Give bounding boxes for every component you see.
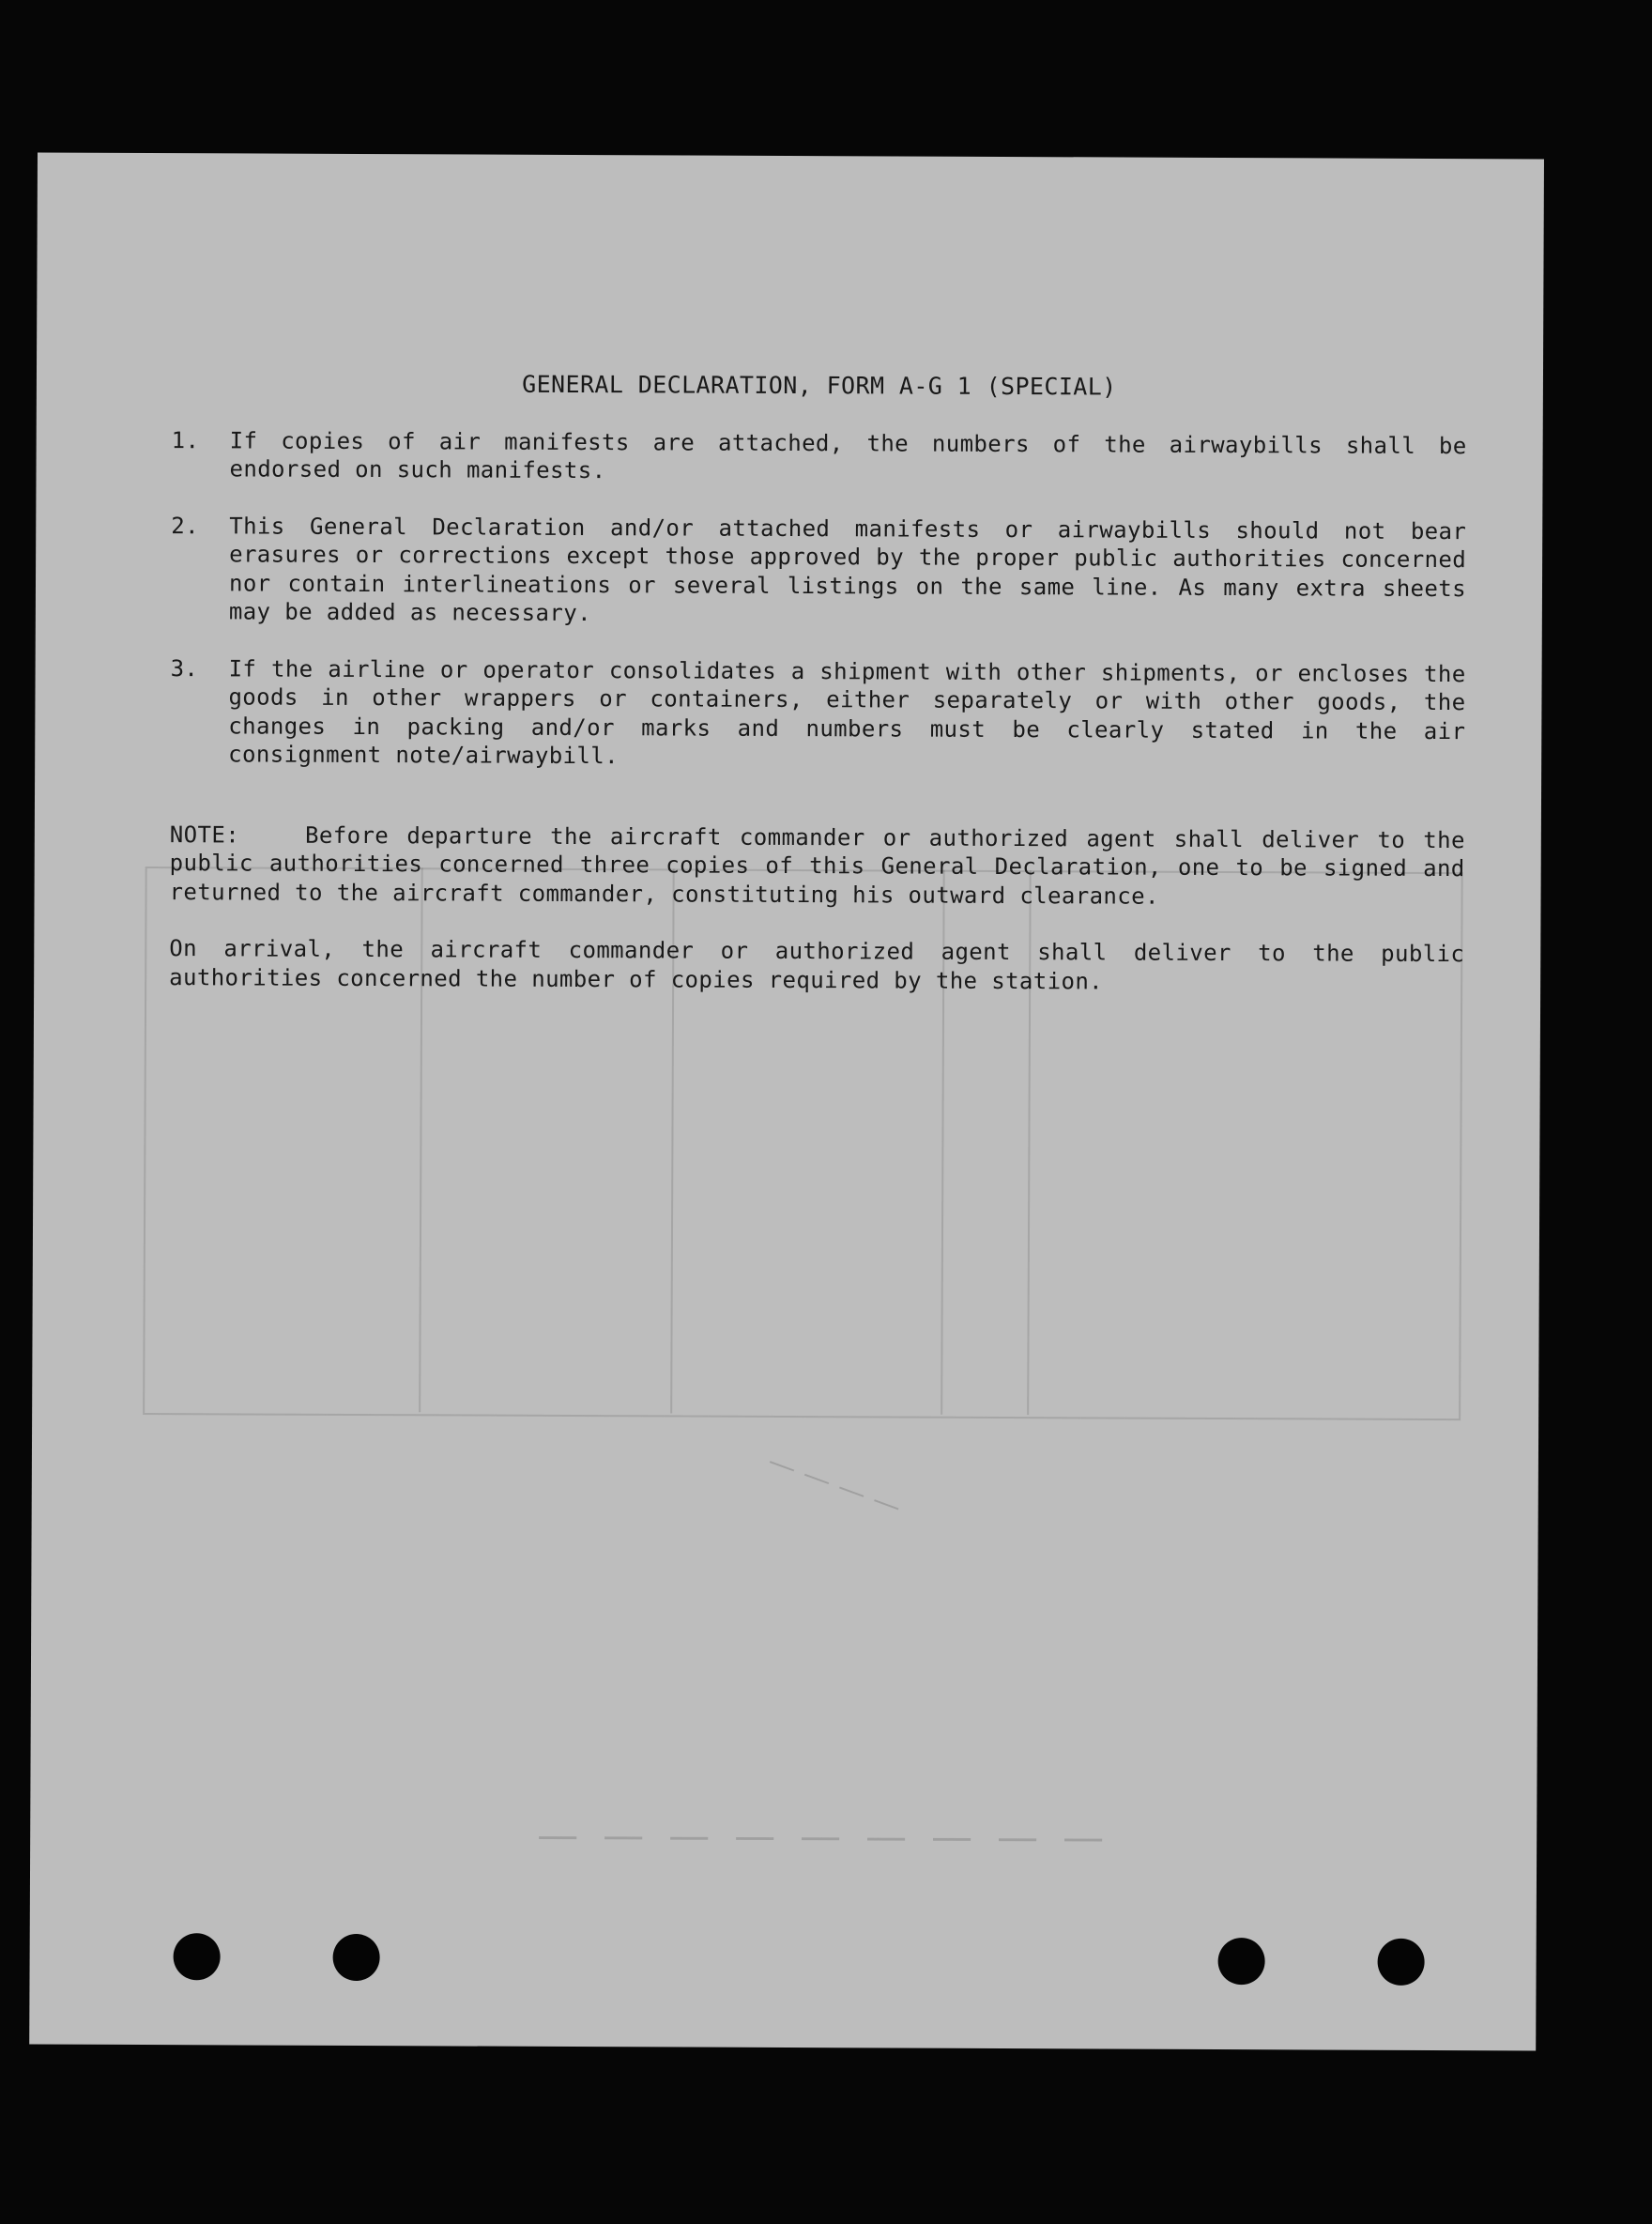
item-text: This General Declaration and/or attached manifests or airwaybills should not bear erasures or corrections except those approved by the proper public authorities concerned nor contain interlineations or several listings on the same line. As many extra sheets may be added as necessary. bbox=[228, 512, 1467, 627]
document-title: GENERAL DECLARATION, FORM A-G 1 (SPECIAL) bbox=[522, 370, 1117, 401]
paper-sheet bbox=[29, 152, 1544, 2050]
punch-hole bbox=[1218, 1938, 1265, 1985]
item-text: If copies of air manifests are attached, the numbers of the airwaybills shall be endorsed on such manifests. bbox=[229, 426, 1467, 484]
punch-hole bbox=[174, 1933, 221, 1980]
list-item bbox=[170, 654, 1466, 775]
show-through-heading: — — — — — — — — — bbox=[537, 1816, 1110, 1867]
list-item bbox=[171, 512, 1467, 632]
item-text: If the airline or operator consolidates a shipment with other shipments, or encloses the goods in other wrappers or containers, either separately or with other goods, the changes in packing and/or marks and numbers must be clearly stated in the air consignment note/airwaybill. bbox=[228, 654, 1466, 770]
item-number: 3. bbox=[170, 654, 199, 682]
arrival-paragraph: On arrival, the aircraft commander or authorized agent shall deliver to the public authorities concerned the number of copies required by the station. bbox=[169, 935, 1465, 994]
note-label: NOTE: bbox=[169, 821, 240, 848]
list-item bbox=[171, 426, 1466, 489]
item-number: 1. bbox=[171, 426, 200, 453]
punch-hole bbox=[1378, 1939, 1425, 1986]
document-body bbox=[169, 369, 1467, 997]
punch-hole bbox=[333, 1934, 380, 1981]
note-text: Before departure the aircraft commander or authorized agent shall deliver to the public authorities concerned three copies of this General Declaration, one to be signed and returned to the aircraft commander, constituting his outward clearance. bbox=[169, 821, 1465, 910]
show-through-stamp: — — — — bbox=[762, 1447, 905, 1526]
note-paragraph bbox=[170, 821, 1465, 913]
item-number: 2. bbox=[171, 512, 200, 539]
